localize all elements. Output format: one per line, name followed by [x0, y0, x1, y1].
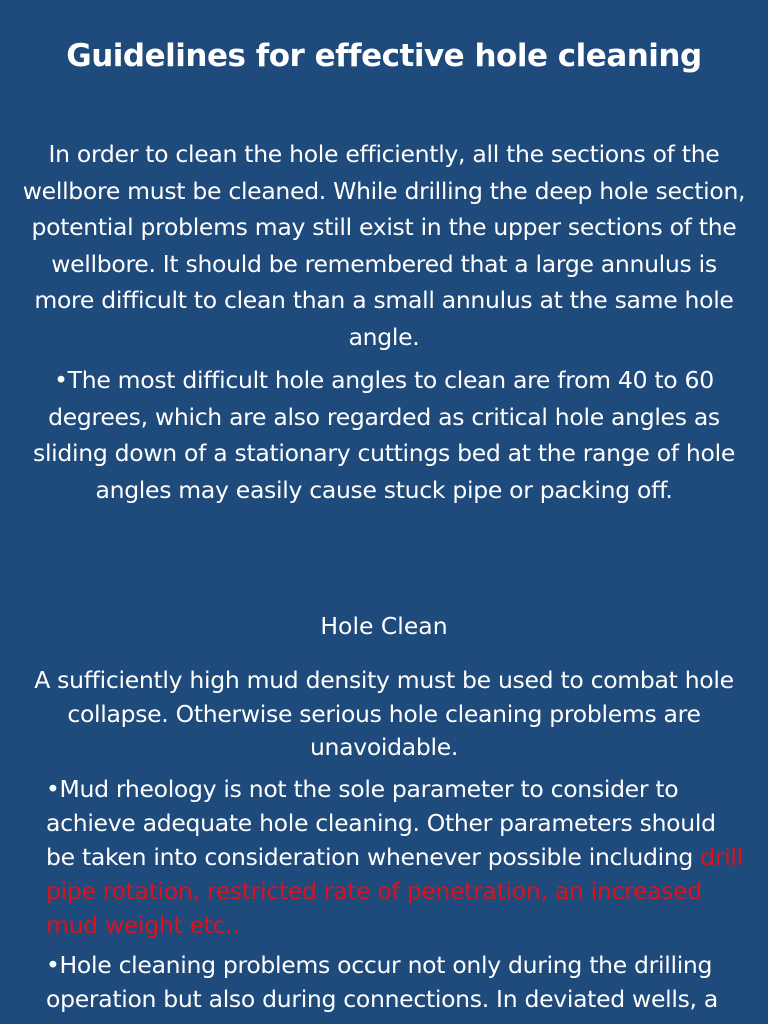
mud-rheology-text: •Mud rheology is not the sole parameter to consider to achieve adequate hole cleaning. Other parameters should be taken into consideration whenever possible including [46, 775, 716, 871]
section-heading: Hole Clean [320, 612, 448, 640]
hole-angle-bullet: •The most difficult hole angles to clean are from 40 to 60 degrees, which are also regarded as critical hole angles as sliding down of a stationary cuttings bed at the range of hole angles may easily cause stuck pipe or packing off. [33, 366, 735, 504]
mud-density-paragraph: A sufficiently high mud density must be used to combat hole collapse. Otherwise serious hole cleaning problems are unavoidable. [34, 666, 734, 761]
highlighted-parameters: drill pipe rotation, restricted rate of penetration, an increased mud weight etc.. [46, 843, 743, 939]
intro-paragraph: In order to clean the hole efficiently, all the sections of the wellbore must be cleaned. While drilling the deep hole section, potential problems may still exist in the upper sections of the wellbore. It should be remembered that a large annulus is more difficult to clean than a small annulus at the same hole angle. [22, 140, 746, 351]
mud-rheology-bullet [46, 772, 746, 942]
connections-bullet: •Hole cleaning problems occur not only during the drilling operation but also during connections. In deviated wells, a [46, 951, 718, 1013]
slide-title: Guidelines for effective hole cleaning [66, 38, 702, 74]
